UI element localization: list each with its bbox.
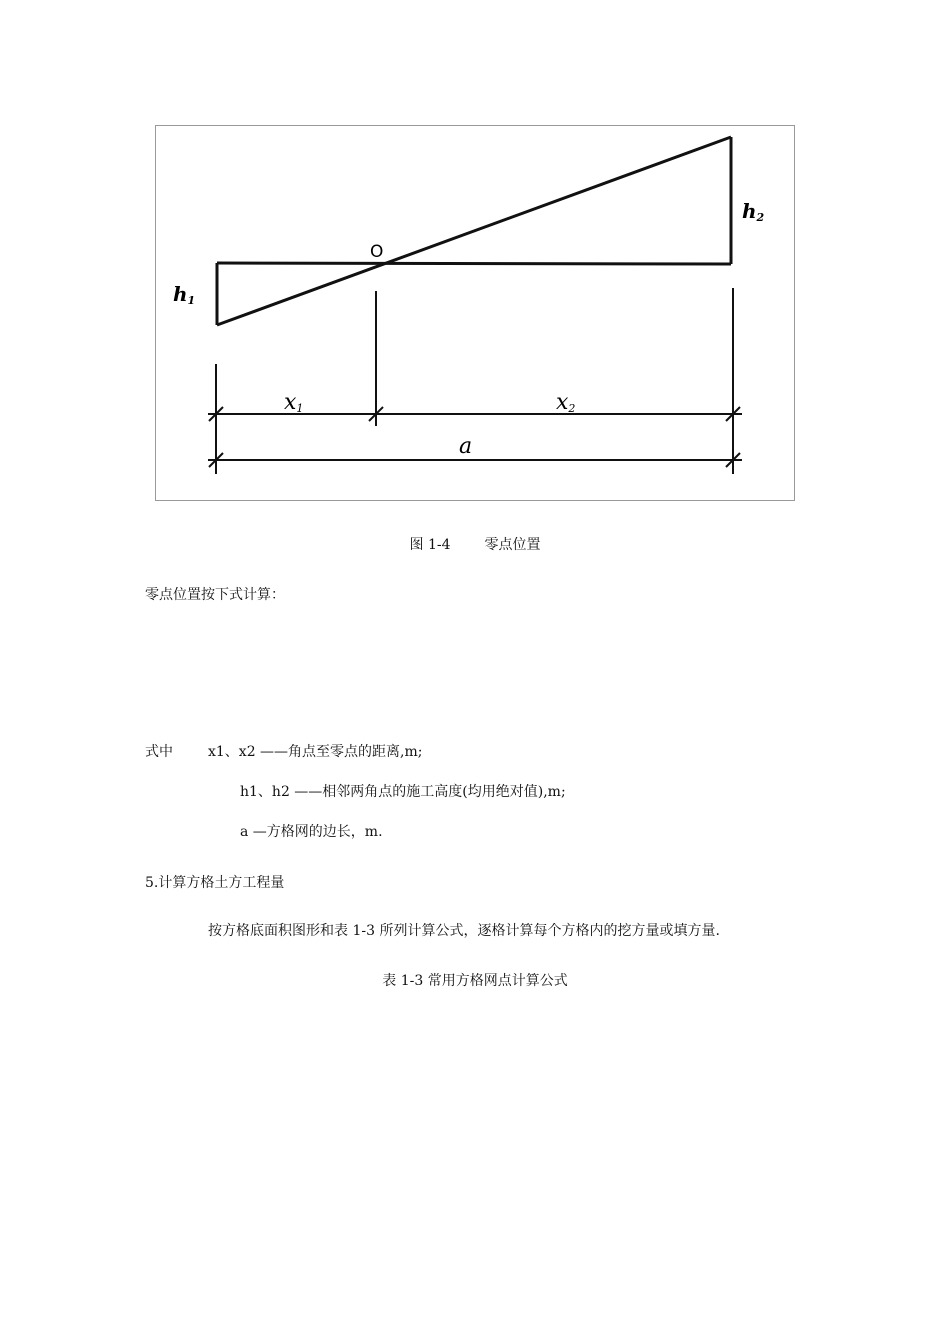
- label-x2: x2: [556, 390, 576, 415]
- table-caption: 表 1-3 常用方格网点计算公式: [382, 973, 568, 989]
- label-h1: h1: [173, 282, 196, 307]
- label-h2: h2: [742, 199, 765, 224]
- label-o: O: [370, 242, 384, 262]
- definition-a: a —方格网的边长，m.: [240, 824, 383, 840]
- ground-line: [217, 263, 731, 264]
- slope-line: [217, 137, 731, 325]
- intro-text: 零点位置按下式计算：: [145, 587, 285, 603]
- figure-number: 图 1-4: [409, 537, 451, 553]
- figure-caption: [0, 536, 950, 554]
- definitions-lead: 式中: [145, 744, 173, 760]
- section-heading: 5.计算方格土方工程量: [145, 875, 285, 891]
- body-paragraph: 按方格底面积图形和表 1-3 所列计算公式，逐格计算每个方格内的挖方量或填方量.: [208, 923, 720, 939]
- label-a: a: [459, 434, 473, 459]
- figure-title: 零点位置: [484, 537, 541, 553]
- zero-point-diagram: [156, 126, 796, 502]
- definition-h: h1、h2 ——相邻两角点的施工高度(均用绝对值),m;: [240, 784, 566, 800]
- zero-point-figure: [155, 125, 795, 501]
- label-x1: x1: [284, 390, 304, 415]
- definition-x: x1、x2 ——角点至零点的距离,m;: [208, 744, 423, 760]
